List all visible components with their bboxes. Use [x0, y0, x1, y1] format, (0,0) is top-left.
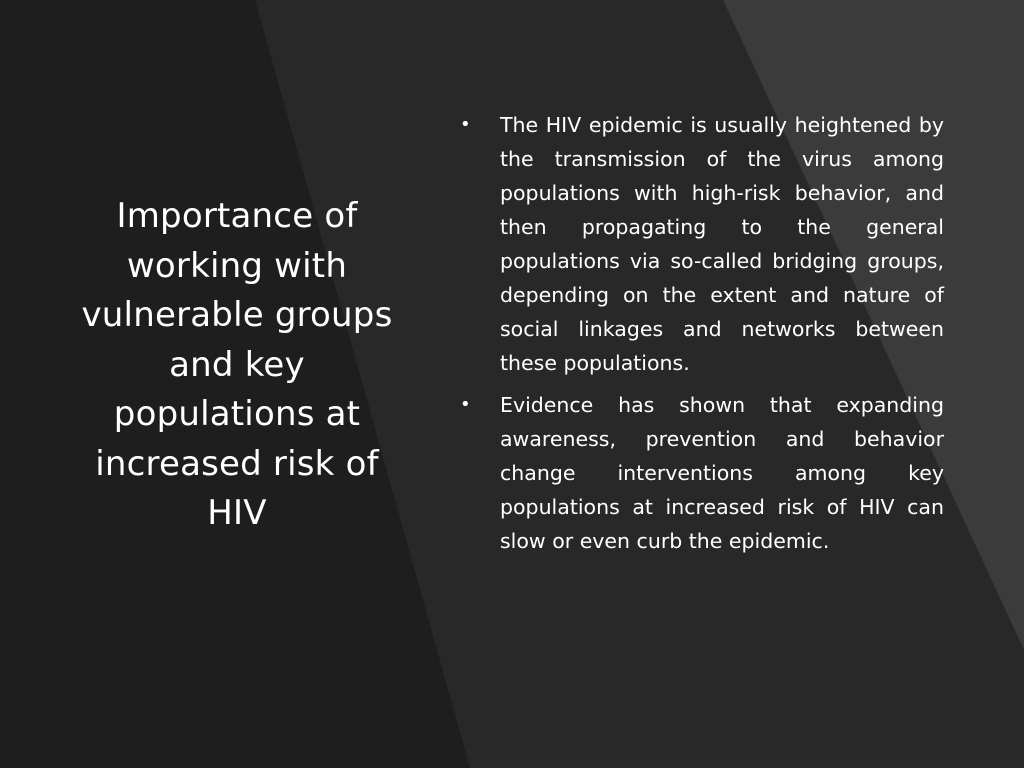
bullet-item-2	[458, 388, 944, 558]
slide-title: Importance of working with vulnerable groups and key populations at increased risk of HIV	[81, 196, 393, 533]
bullet-text: The HIV epidemic is usually heightened by the transmission of the virus among populations with high-risk behavior, and then propagating to the general populations via so-called bridging groups, depending on the extent and nature of social linkages and networks between these populations.	[500, 113, 944, 375]
bullet-text: Evidence has shown that expanding awareness, prevention and behavior change interventions among key populations at increased risk of HIV can slow or even curb the epidemic.	[500, 393, 944, 553]
bullet-marker: •	[460, 114, 471, 135]
bullet-item-1	[458, 108, 944, 380]
bullet-marker: •	[460, 394, 471, 415]
bullet-list	[458, 108, 944, 566]
